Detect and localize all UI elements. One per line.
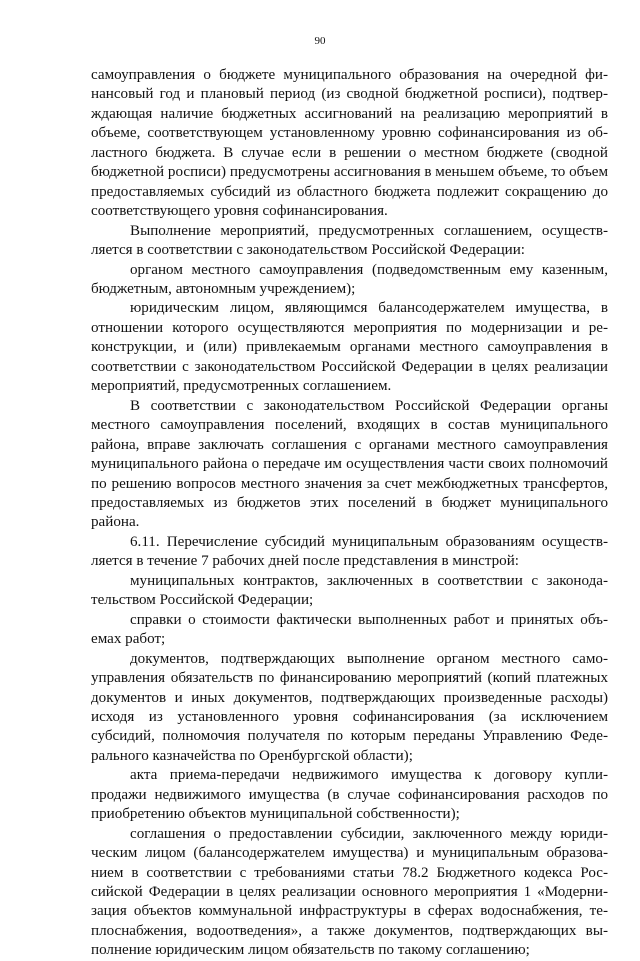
list-item-transfer-act: акта приема-передачи недвижимого имущества к договору купли-продажи недвижимого имущества (в случае софинансирования расходов по приобретению объектов муниципальной собственности); xyxy=(91,767,608,823)
document-body xyxy=(91,66,608,961)
paragraph-local-authority: органом местного самоуправления (подведомственным ему казенным, бюджетным, автономным учреждением); xyxy=(91,261,608,297)
paragraph-legal-entity: юридическим лицом, являющимся балансодержателем имущества, в отношении которого осуществляются мероприятия по модернизации и реконструкции, и (или) привлекаемым органами местного самоуправления в соответствии с законодательством Российской Федерации в целях реализации мероприятий, предусмотренных соглашением. xyxy=(91,300,608,395)
paragraph-section-6-11: 6.11. Перечисление субсидий муниципальным образованиям осуществляется в течение 7 рабочих дней после представления в минстрой: xyxy=(91,533,608,570)
list-item-municipal-contracts: муниципальных контрактов, заключенных в соответствии с законодательством Российской Федерации; xyxy=(91,572,608,609)
page-number: 90 xyxy=(314,35,326,47)
list-item-subsidy-agreement: соглашения о предоставлении субсидии, заключенного между юридическим лицом (балансодержателем имущества) и муниципальным образованием в соответствии с требованиями статьи 78.2 Бюджетного кодекса Российской Федерации в целях реализации основного мероприятия 1 «Модернизация объектов коммунальной инфраструктуры в сферах водоснабжения, теплоснабжения, водоотведения», а также документов, подтверждающих выполнение юридическим лицом обязательств по такому соглашению; xyxy=(91,825,608,959)
list-item-cost-certificate: справки о стоимости фактически выполненных работ и принятых объемах работ; xyxy=(91,611,608,648)
paragraph-implementation: Выполнение мероприятий, предусмотренных соглашением, осуществляется в соответствии с законодательством Российской Федерации: xyxy=(91,222,608,259)
paragraph-settlement-agreements: В соответствии с законодательством Российской Федерации органы местного самоуправления поселений, входящих в состав муниципального района, вправе заключать соглашения с органами местного самоуправления муниципального района о передаче им осуществления части своих полномочий по решению вопросов местного значения за счет межбюджетных трансфертов, предоставляемых из бюджетов этих поселений в бюджет муниципального района. xyxy=(91,397,608,531)
list-item-confirming-documents: документов, подтверждающих выполнение органом местного самоуправления обязательств по финансированию мероприятий (копий платежных документов и иных документов, подтверждающих произведенные расходы) исходя из установленного уровня софинансирования (за исключением субсидий, полномочия получателя по которым переданы Управлению Федерального казначейства по Оренбургской области); xyxy=(91,650,608,764)
paragraph-budget-confirmation: самоуправления о бюджете муниципального образования на очередной финансовый год и плановый период (из сводной бюджетной росписи), подтверждающая наличие бюджетных ассигнований на реализацию мероприятий в объеме, соответствующем установленному уровню софинансирования из областного бюджета. В случае если в решении о местном бюджете (сводной бюджетной росписи) предусмотрены ассигнования в меньшем объеме, то объем предоставляемых субсидий из областного бюджета подлежит сокращению до соответствующего уровня софинансирования. xyxy=(91,67,608,220)
